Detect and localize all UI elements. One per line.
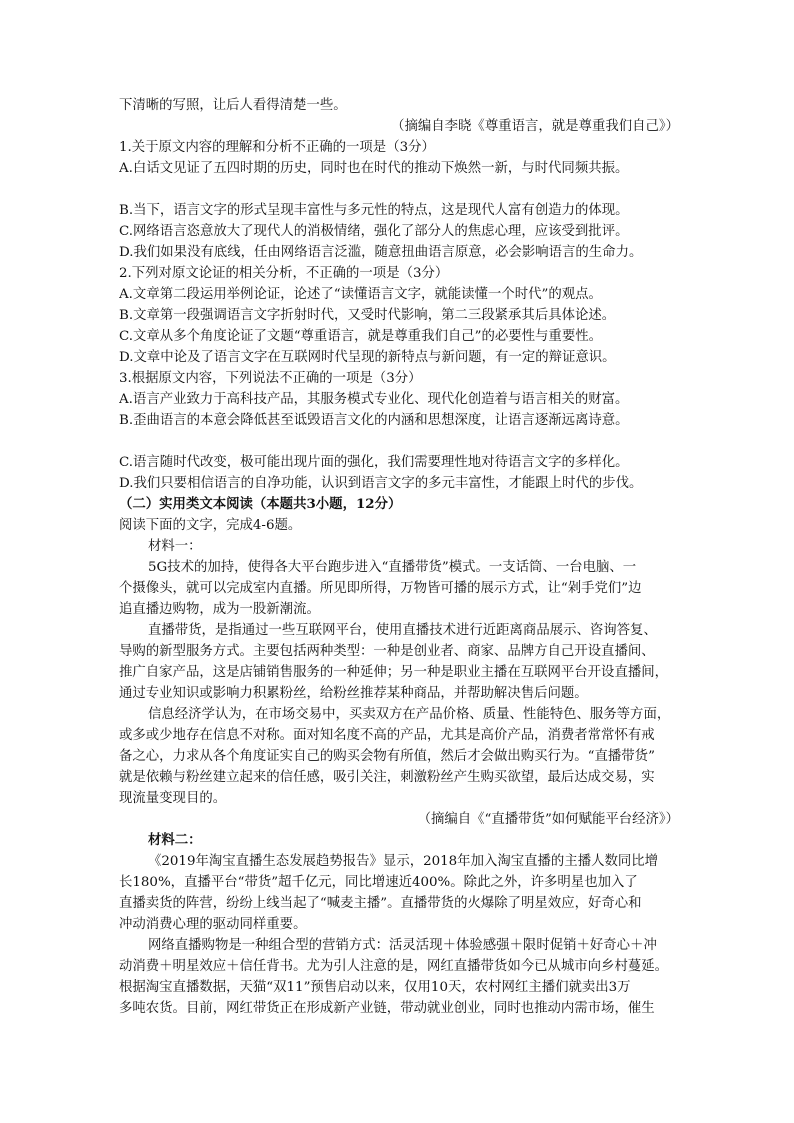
paragraph-line: 备之心，力求从各个角度证实自己的购买会物有所值，然后才会做出购买行为。“直播带货” bbox=[119, 749, 655, 764]
option-line: B.文章第一段强调语言文字折射时代，又受时代影响，第二三段紧承其后具体论述。 bbox=[119, 308, 616, 323]
option-line: B.歪曲语言的本意会降低甚至诋毁语言文化的内涵和思想深度，让语言逐渐远离诗意。 bbox=[119, 413, 629, 428]
paragraph-line: 《2019年淘宝直播生态发展趋势报告》显示，2018年加入淘宝直播的主播人数同比增 bbox=[148, 854, 659, 869]
question-stem: 3.根据原文内容，下列说法不正确的一项是（3分） bbox=[119, 371, 422, 386]
paragraph-line: 信息经济学认为，在市场交易中，买卖双方在产品价格、质量、性能特色、服务等方面， bbox=[148, 707, 671, 722]
option-line: A.语言产业致力于高科技产品，其服务模式专业化、现代化创造着与语言相关的财富。 bbox=[119, 392, 629, 407]
paragraph-line: 直播卖货的阵营，纷纷上线当起了“喊麦主播”。直播带货的火爆除了明星效应，好奇心和 bbox=[119, 896, 642, 911]
option-line: B.当下，语言文字的形式呈现丰富性与多元性的特点，这是现代人富有创造力的体现。 bbox=[119, 203, 629, 218]
section-heading: （二）实用类文本阅读（本题共3小题，12分） bbox=[119, 496, 402, 512]
option-line: D.我们如果没有底线，任由网络语言泛滥，随意扭曲语言原意，必会影响语言的生命力。 bbox=[119, 245, 643, 260]
question-stem: 2.下列对原文论证的相关分析，不正确的一项是（3分） bbox=[119, 266, 449, 281]
paragraph-line: 根据淘宝直播数据，天猫“双11”预售启动以来，仅用10天，农村网红主播们就卖出3万 bbox=[119, 980, 631, 995]
paragraph-line: 现流量变现目的。 bbox=[119, 791, 227, 806]
paragraph-line: 网络直播购物是一种组合型的营销方式：活灵活现＋体验感强＋限时促销＋好奇心＋冲 bbox=[148, 938, 657, 953]
text-line: 下清晰的写照，让后人看得清楚一些。 bbox=[119, 98, 347, 113]
paragraph-line: 长180%，直播平台“带货”超千亿元，同比增速近400%。除此之外，许多明星也加入了 bbox=[119, 875, 638, 890]
question-stem: 1.关于原文内容的理解和分析不正确的一项是（3分） bbox=[119, 140, 435, 155]
paragraph-line: 通过专业知识或影响力积累粉丝，给粉丝推荐某种商品，并帮助解决售后问题。 bbox=[119, 686, 588, 701]
source-citation: （摘编自李晓《尊重语言，就是尊重我们自己》） bbox=[391, 119, 679, 134]
paragraph-line: 直播带货，是指通过一些互联网平台，使用直播技术进行近距离商品展示、咨询答复、 bbox=[148, 623, 657, 638]
source-citation: （摘编自《“直播带货”如何赋能平台经济》） bbox=[417, 812, 679, 827]
material-label: 材料二： bbox=[148, 832, 202, 848]
paragraph-line: 就是依赖与粉丝建立起来的信任感，吸引关注，刺激粉丝产生购买欲望，最后达成交易，实 bbox=[119, 770, 655, 785]
paragraph-line: 冲动消费心理的驱动同样重要。 bbox=[119, 917, 307, 932]
paragraph-line: 追直播边购物，成为一股新潮流。 bbox=[119, 602, 320, 617]
option-line: A.白话文见证了五四时期的历史，同时也在时代的推动下焕然一新，与时代同频共振。 bbox=[119, 161, 629, 176]
material-label: 材料一： bbox=[148, 539, 202, 554]
paragraph-line: 多吨农货。目前，网红带货正在形成新产业链，带动就业创业，同时也推动内需市场，催生 bbox=[119, 1001, 655, 1016]
paragraph-line: 个摄像头，就可以完成室内直播。所见即所得，万物皆可播的展示方式，让“剁手党们”边 bbox=[119, 581, 642, 596]
option-line: D.文章中论及了语言文字在互联网时代呈现的新特点与新问题，有一定的辩证意识。 bbox=[119, 350, 616, 365]
paragraph-line: 推广自家产品，这是店铺销售服务的一种延伸；另一种是职业主播在互联网平台开设直播间， bbox=[119, 665, 669, 680]
option-line: A.文章第二段运用举例论证，论述了“读懂语言文字，就能读懂一个时代”的观点。 bbox=[119, 287, 602, 302]
option-line: C.网络语言恣意放大了现代人的消极情绪，强化了部分人的焦虑心理，应该受到批评。 bbox=[119, 224, 629, 239]
option-line: C.语言随时代改变，极可能出现片面的强化，我们需要理性地对待语言文字的多样化。 bbox=[119, 455, 629, 470]
paragraph-line: 5G技术的加持，使得各大平台跑步进入“直播带货”模式。一支话筒、一台电脑、一 bbox=[148, 560, 637, 575]
option-line: D.我们只要相信语言的自净功能，认识到语言文字的多元丰富性，才能跟上时代的步伐。 bbox=[119, 476, 643, 491]
paragraph-line: 或多或少地存在信息不对称。面对知名度不高的产品，尤其是高价产品，消费者常常怀有戒 bbox=[119, 728, 655, 743]
option-line: C.文章从多个角度论证了文题“尊重语言，就是尊重我们自己”的必要性与重要性。 bbox=[119, 329, 602, 344]
paragraph-line: 导购的新型服务方式。主要包括两种类型：一种是创业者、商家、品牌方自己开设直播间、 bbox=[119, 644, 655, 659]
instruction-line: 阅读下面的文字，完成4-6题。 bbox=[119, 518, 302, 533]
paragraph-line: 动消费＋明星效应＋信任背书。尤为引人注意的是，网红直播带货如今已从城市向乡村蔓延。 bbox=[119, 959, 669, 974]
